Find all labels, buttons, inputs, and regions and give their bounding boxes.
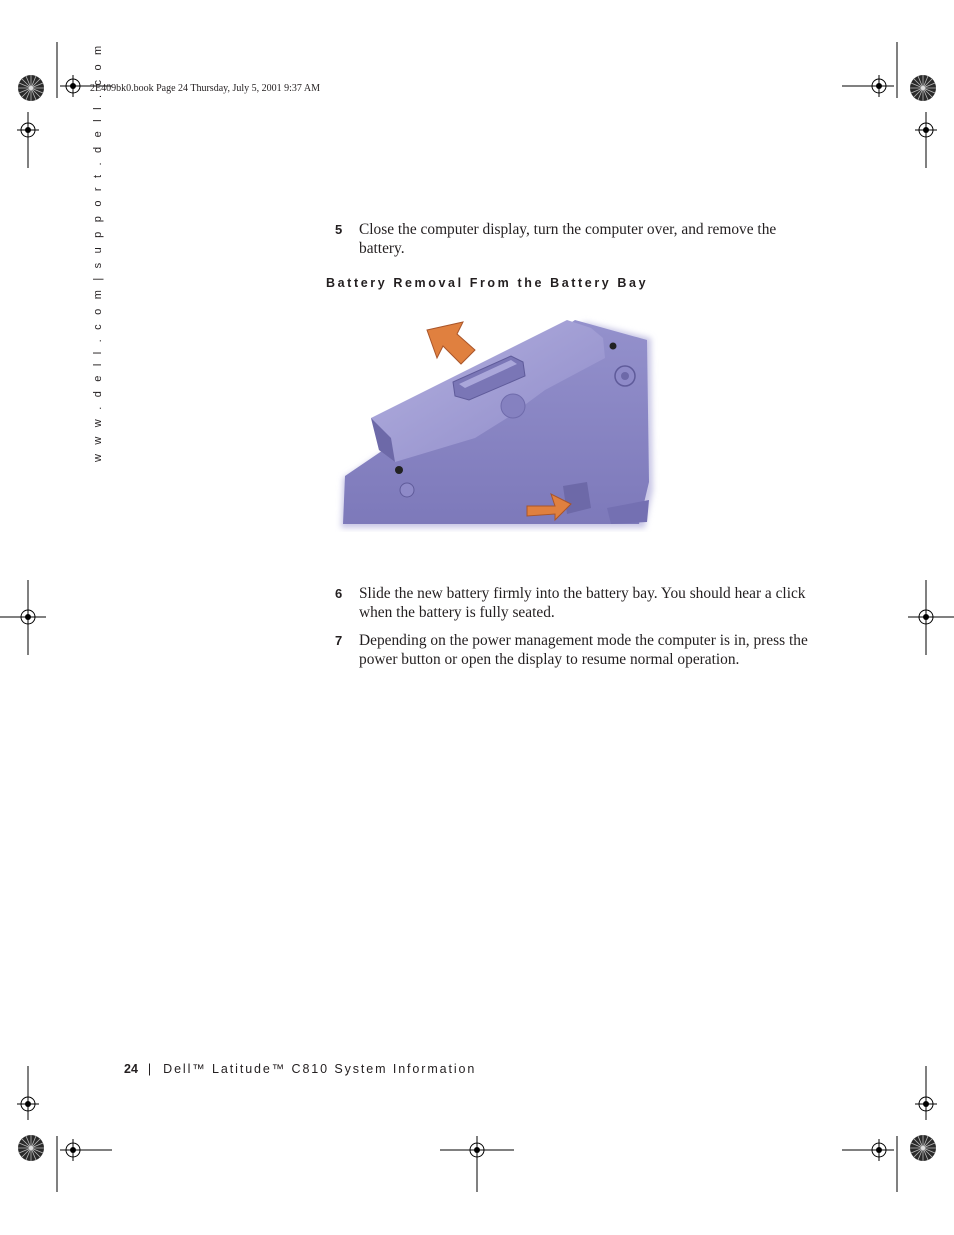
upward-arrow-icon bbox=[427, 322, 475, 364]
step-number: 6 bbox=[335, 586, 343, 601]
step-6 bbox=[335, 584, 815, 622]
step-number: 5 bbox=[335, 222, 343, 237]
indicator-hole bbox=[610, 343, 617, 350]
step-number: 7 bbox=[335, 633, 343, 648]
figure-caption: Battery Removal From the Battery Bay bbox=[326, 276, 649, 290]
page-footer bbox=[124, 1062, 476, 1076]
footer-separator: | bbox=[147, 1062, 152, 1076]
side-website-url: w w w . d e l l . c o m | s u p p o r t . d e l l . c o m bbox=[92, 42, 104, 462]
print-slug: 2E409bk0.book Page 24 Thursday, July 5, 2001 9:37 AM bbox=[90, 83, 320, 94]
step-text: Close the computer display, turn the computer over, and remove the battery. bbox=[359, 221, 777, 257]
document-title: Dell™ Latitude™ C810 System Information bbox=[163, 1062, 477, 1076]
indicator-hole bbox=[395, 466, 403, 474]
chassis-screw bbox=[400, 483, 414, 497]
step-7 bbox=[335, 631, 815, 669]
step-5 bbox=[335, 220, 815, 258]
battery-release-dot bbox=[501, 394, 525, 418]
battery-removal-illustration bbox=[335, 310, 665, 532]
step-text: Depending on the power management mode the computer is in, press the power button or open the display to resume normal operation. bbox=[359, 632, 808, 668]
page-number: 24 bbox=[124, 1062, 138, 1076]
step-text: Slide the new battery firmly into the battery bay. You should hear a click when the battery is fully seated. bbox=[359, 585, 806, 621]
